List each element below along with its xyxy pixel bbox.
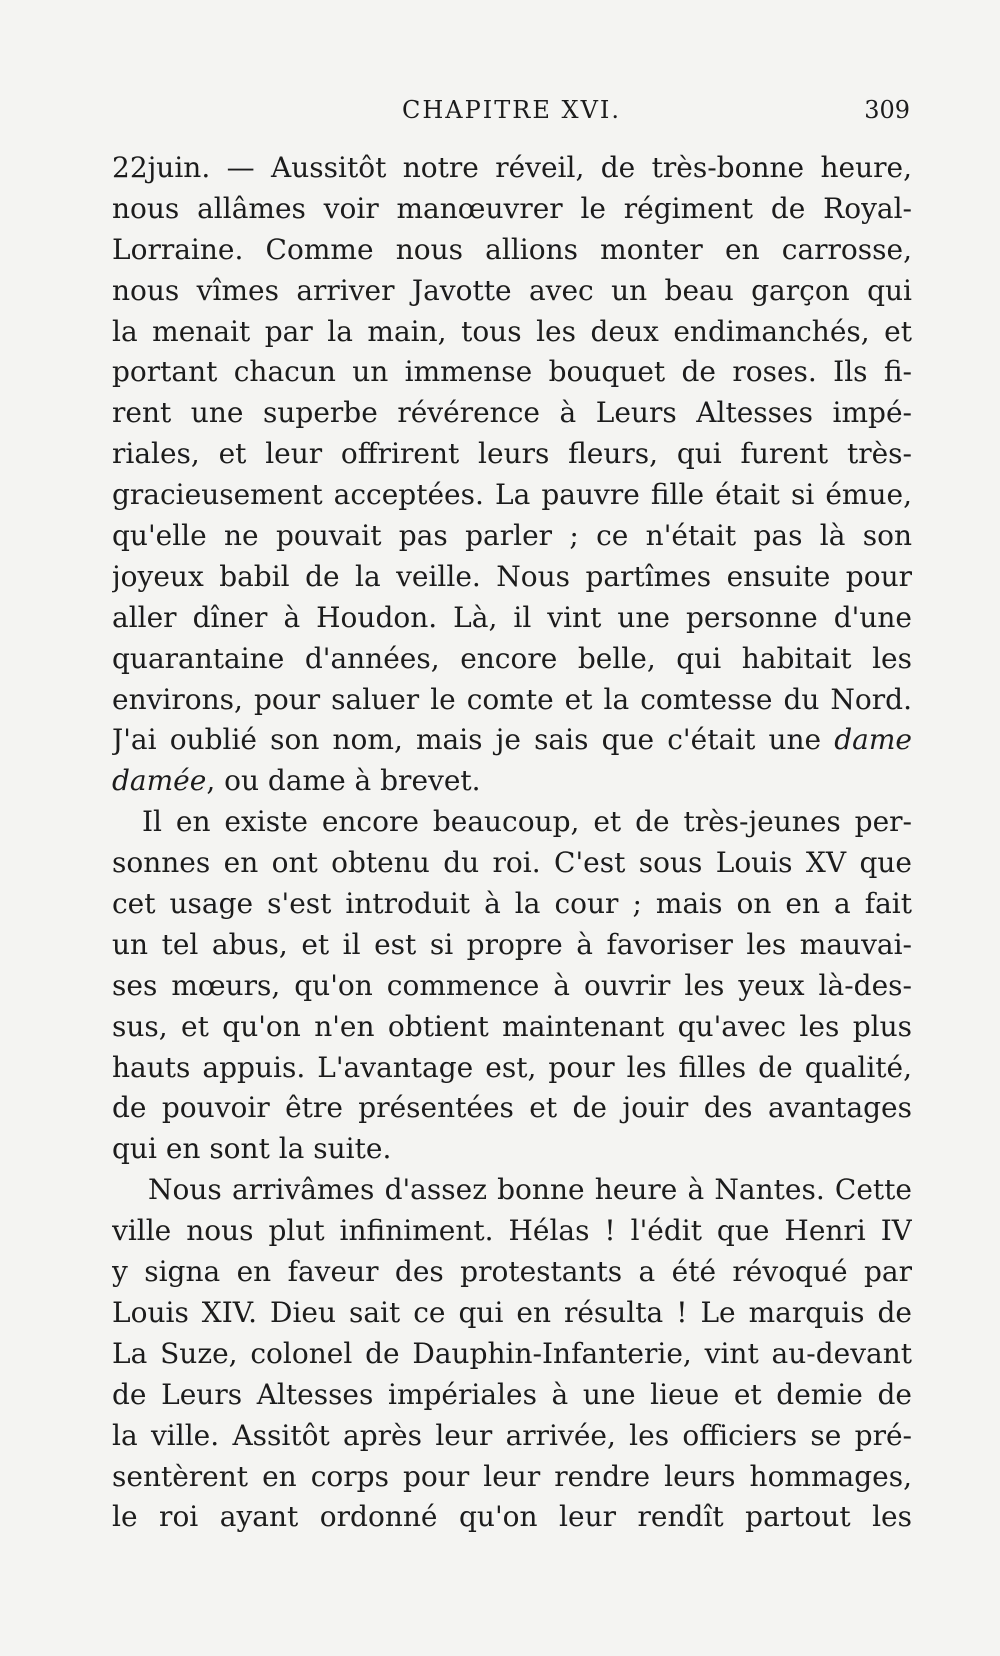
text-line: joyeux babil de la veille. Nous partîmes ensuite pour [112,559,912,593]
text-line: un tel abus, et il est si propre à favoriser les mauvai- [112,927,912,961]
text-line: environs, pour saluer le comte et la comtesse du Nord. [112,682,912,716]
text-line [112,720,912,761]
text-line: La Suze, colonel de Dauphin-Infanterie, vint au-devant [112,1336,912,1370]
text-line: la ville. Assitôt après leur arrivée, les officiers se pré- [112,1418,912,1452]
text-line: sentèrent en corps pour leur rendre leurs hommages, [112,1459,912,1493]
paragraph-start-line: Nous arrivâmes d'assez bonne heure à Nantes. Cette [148,1173,912,1207]
text-line: ville nous plut infiniment. Hélas ! l'édit que Henri IV [112,1214,912,1248]
text-line: la menait par la main, tous les deux endimanchés, et [112,314,912,348]
italic-text: dame [834,723,912,757]
text-line: quarantaine d'années, encore belle, qui habitait les [112,641,912,675]
text-fragment: , ou dame à brevet. [206,764,481,798]
text-line: de Leurs Altesses impériales à une lieue et demie de [112,1377,912,1411]
text-line: Lorraine. Comme nous allions monter en carrosse, [112,232,912,266]
paragraph-start-line: Il en existe encore beaucoup, et de très-jeunes per- [142,805,912,839]
text-line: hauts appuis. L'avantage est, pour les filles de qualité, [112,1050,912,1084]
italic-text: damée [112,764,207,798]
text-line [112,761,912,802]
body-text [112,148,912,1538]
running-head: CHAPITRE XVI. [402,96,622,124]
text-line: le roi ayant ordonné qu'on leur rendît partout les [112,1500,912,1534]
text-line: riales, et leur offrirent leurs fleurs, qui furent très- [112,437,912,471]
text-line: qu'elle ne pouvait pas parler ; ce n'était pas là son [112,519,912,553]
text-line: de pouvoir être présentées et de jouir des avantages [112,1091,912,1125]
text-line: qui en sont la suite. [112,1132,392,1166]
text-line: nous vîmes arriver Javotte avec un beau garçon qui [112,273,912,307]
page-number: 309 [864,96,910,124]
text-line: y signa en faveur des protestants a été révoqué par [112,1255,912,1289]
text-line: aller dîner à Houdon. Là, il vint une personne d'une [112,600,912,634]
text-fragment: J'ai oublié son nom, mais je sais que c'était une [112,723,835,757]
text-line: portant chacun un immense bouquet de roses. Ils fi- [112,355,912,389]
text-line: 22juin. — Aussitôt notre réveil, de très-bonne heure, [112,151,912,184]
text-line: nous allâmes voir manœuvrer le régiment de Royal- [112,191,912,225]
text-line: rent une superbe révérence à Leurs Altesses impé- [112,396,912,430]
text-line: gracieusement acceptées. La pauvre fille était si émue, [112,478,912,512]
text-line: sus, et qu'on n'en obtient maintenant qu'avec les plus [112,1009,912,1043]
text-line: Louis XIV. Dieu sait ce qui en résulta ! Le marquis de [112,1295,912,1329]
text-line: sonnes en ont obtenu du roi. C'est sous Louis XV que [112,846,912,880]
text-line: ses mœurs, qu'on commence à ouvrir les yeux là-des- [112,968,912,1002]
page-header [110,96,910,136]
text-line: cet usage s'est introduit à la cour ; mais on en a fait [112,887,912,921]
